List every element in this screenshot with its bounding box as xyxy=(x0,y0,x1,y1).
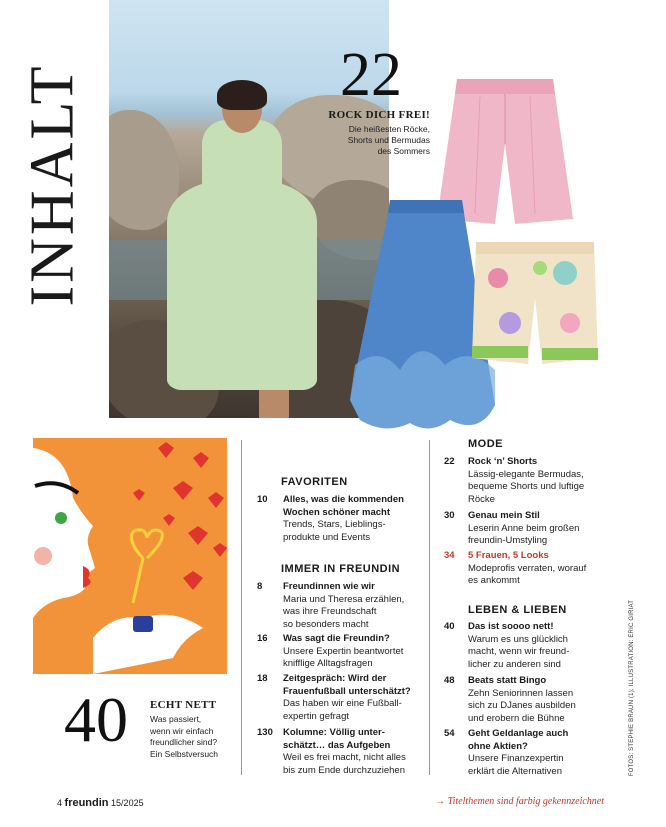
toc-item[interactable]: 22 Rock ‘n’ Shorts Lässig-elegante Bermudas, bequeme Shorts und luftige Röcke xyxy=(444,456,585,505)
feature-top-page: 22 xyxy=(340,41,402,109)
toc-item-highlight[interactable]: 34 5 Frauen, 5 Looks Modeprofis verraten, worauf es ankommt xyxy=(444,550,587,586)
toc-page: 40 xyxy=(444,621,455,632)
toc-page: 8 xyxy=(257,581,263,592)
toc-item[interactable]: 54 Geht Geldanlage auch ohne Aktien? Unsere Finanzexpertin erklärt die Alternativen xyxy=(444,728,569,777)
toc-item[interactable]: 18 Zeitgespräch: Wird der Frauenfußball unterschätzt? Das haben wir eine Fußball- expertin gefragt xyxy=(257,673,411,722)
feature-top-subtitle: Die heißesten Röcke, Shorts und Bermudas des Sommers xyxy=(347,124,430,156)
footer-folio xyxy=(57,797,144,809)
page-number: 4 xyxy=(57,798,63,808)
footer-note: → Titelthemen sind farbig gekennzeichnet xyxy=(435,796,604,807)
section-favoriten-heading: FAVORITEN xyxy=(281,476,348,488)
floral-shorts-image xyxy=(470,238,600,368)
sidebar-title xyxy=(18,60,88,310)
toc-page: 54 xyxy=(444,728,455,739)
toc-item[interactable]: 10 Alles, was die kommenden Wochen schöner macht Trends, Stars, Lieblings- produkte und Events xyxy=(257,494,404,543)
column-divider-right xyxy=(429,440,430,775)
toc-page: 16 xyxy=(257,633,268,644)
toc-item[interactable]: 16 Was sagt die Freundin? Unsere Expertin beantwortet knifflige Alltagsfragen xyxy=(257,633,404,669)
feature-bottom-page: 40 xyxy=(64,684,128,755)
sidebar-title-text: INHALT xyxy=(18,63,87,307)
toc-item[interactable]: 30 Genau mein Stil Leserin Anne beim großen freundin-Umstyling xyxy=(444,510,580,546)
feature-bottom-subtitle: Was passiert, wenn wir einfach freundlicher sind? Ein Selbstversuch xyxy=(150,714,219,759)
toc-page: 48 xyxy=(444,675,455,686)
toc-page: 22 xyxy=(444,456,455,467)
kindness-illustration xyxy=(33,438,227,674)
toc-item[interactable]: 48 Beats statt Bingo Zehn Seniorinnen lassen sich zu DJanes ausbilden und erobern die Bühne xyxy=(444,675,576,724)
feature-bottom-title[interactable]: ECHT NETT xyxy=(150,699,217,711)
model-figure xyxy=(167,60,287,360)
photo-credit: FOTOS: STEPHIE BRAUN (1); ILLUSTRATION: ERIC GIRIAT xyxy=(629,599,635,776)
toc-item[interactable]: 130 Kolumne: Völlig unter- schätzt… das Aufgeben Weil es frei macht, nicht alles bis zum Ende durchzuziehen xyxy=(257,727,406,776)
column-divider-left xyxy=(241,440,242,775)
toc-item[interactable]: 8 Freundinnen wie wir Maria und Theresa erzählen, was ihre Freundschaft so besonders macht xyxy=(257,581,405,630)
toc-page: 30 xyxy=(444,510,455,521)
toc-item[interactable]: 40 Das ist soooo nett! Warum es uns glücklich macht, wenn wir freund- licher zu anderen sind xyxy=(444,621,570,670)
brand-logo: freundin xyxy=(64,797,109,809)
feature-top-title[interactable]: ROCK DICH FREI! xyxy=(328,109,430,121)
section-leben-heading: LEBEN & LIEBEN xyxy=(468,604,567,616)
toc-page: 130 xyxy=(257,727,273,738)
toc-page: 34 xyxy=(444,550,455,561)
section-immer-heading: IMMER IN FREUNDIN xyxy=(281,563,401,575)
toc-page: 18 xyxy=(257,673,268,684)
toc-page: 10 xyxy=(257,494,268,505)
section-mode-heading: MODE xyxy=(468,438,503,450)
issue-number: 15/2025 xyxy=(111,798,144,808)
